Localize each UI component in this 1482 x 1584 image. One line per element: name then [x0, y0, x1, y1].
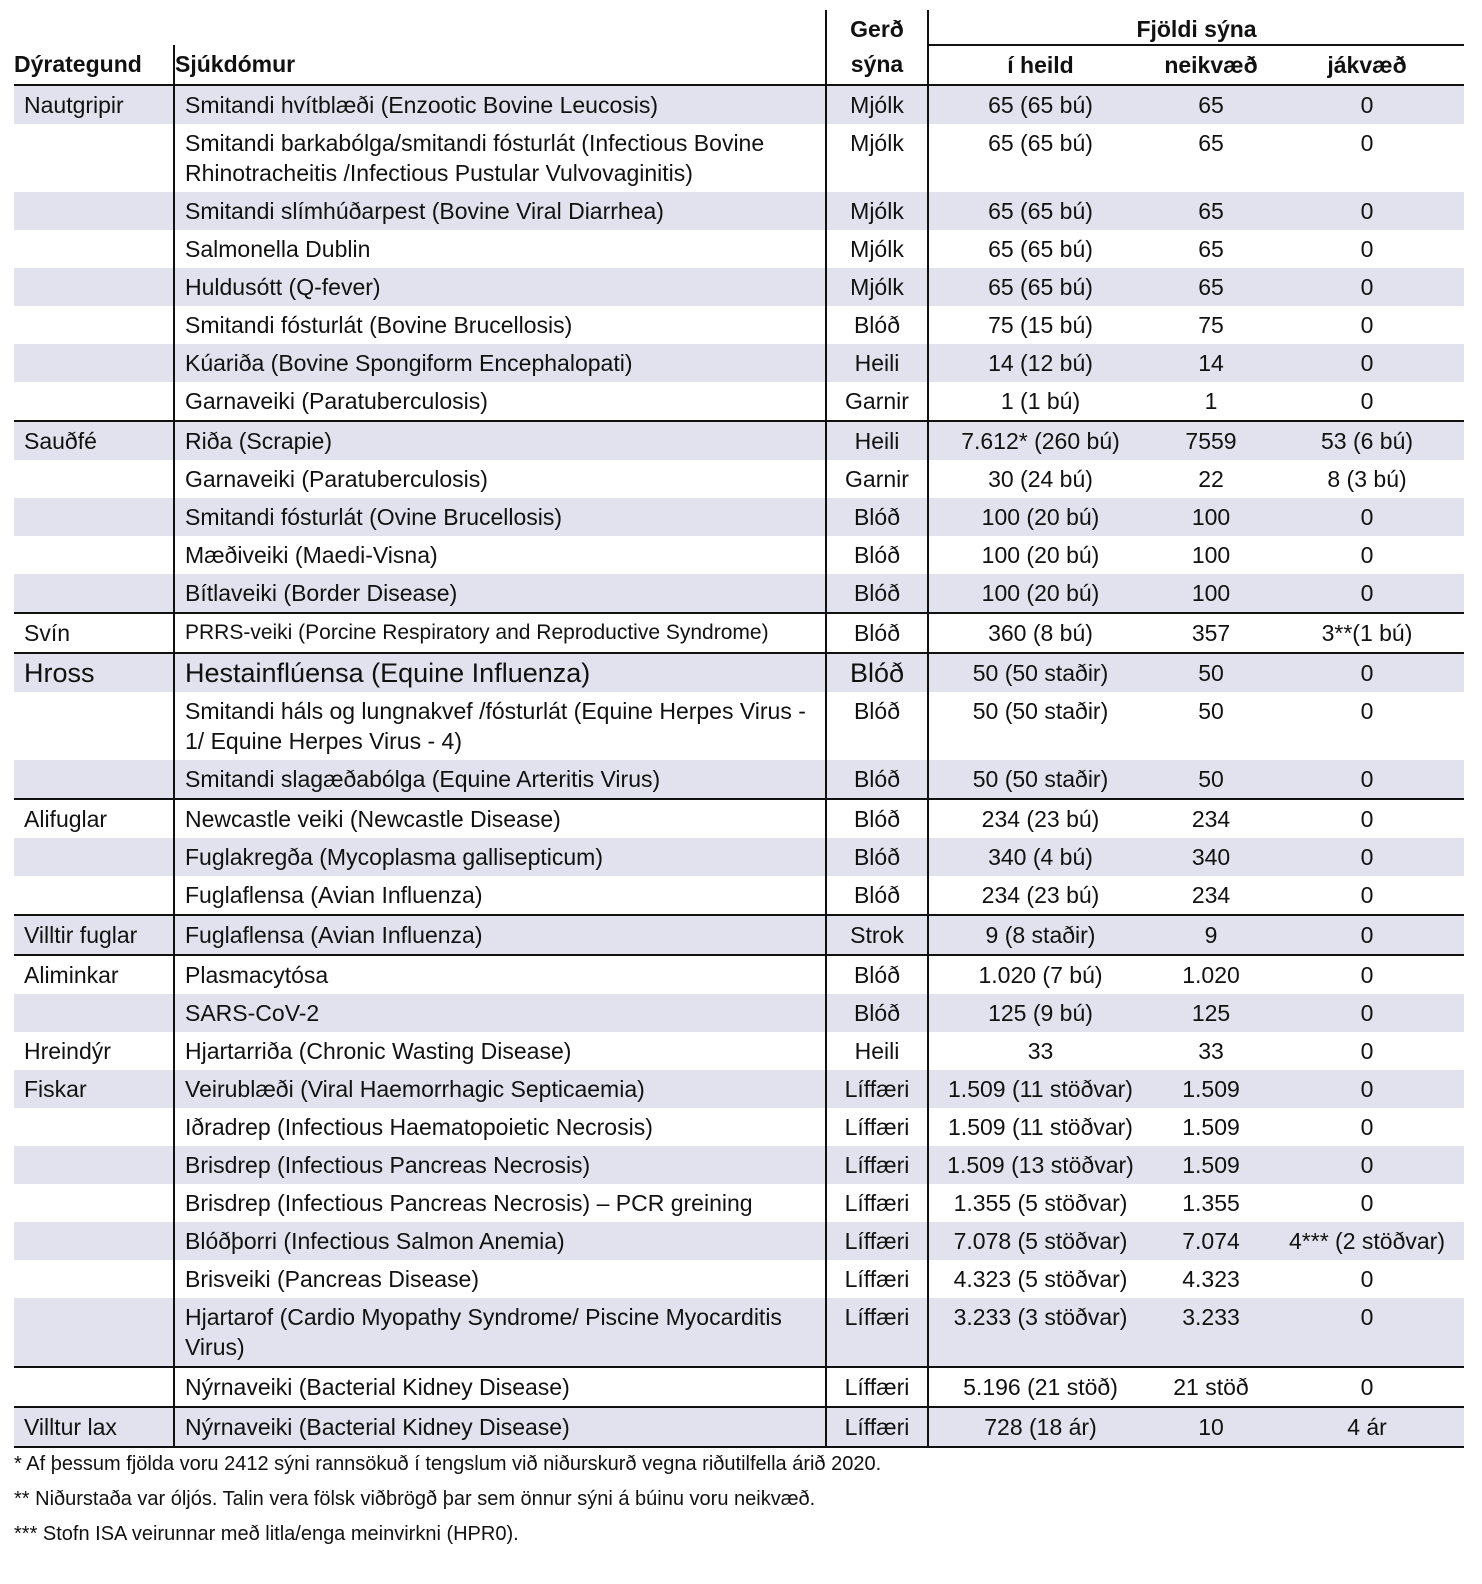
table-row [14, 230, 1464, 268]
footnote-1: * Af þessum fjölda voru 2412 sýni rannsökuð í tengslum við niðurskurð vegna riðutilfella árið 2020. [14, 1453, 882, 1475]
table-row [14, 1298, 1464, 1367]
cell-total: 65 (65 bú) [928, 268, 1152, 306]
table-row [14, 1222, 1464, 1260]
cell-total: 360 (8 bú) [928, 613, 1152, 653]
cell-sample-type: Heili [826, 421, 928, 460]
cell-animal: Fiskar [14, 1070, 174, 1108]
cell-disease: Brisdrep (Infectious Pancreas Necrosis) [174, 1146, 826, 1184]
cell-total: 125 (9 bú) [928, 994, 1152, 1032]
header-sample-type-line2: sýna [826, 45, 928, 85]
cell-negative: 10 [1152, 1407, 1270, 1447]
cell-sample-type: Heili [826, 1032, 928, 1070]
cell-total: 4.323 (5 stöðvar) [953, 1266, 1128, 1292]
footnotes [14, 1452, 1464, 1557]
table-row [14, 838, 1464, 876]
header-total: í heild [928, 45, 1152, 85]
table-row [14, 955, 1464, 994]
cell-disease: Salmonella Dublin [174, 230, 826, 268]
cell-negative: 234 [1152, 799, 1270, 838]
header-spacer-animal [14, 10, 174, 45]
cell-total: 33 [1027, 1038, 1054, 1064]
table-row [14, 124, 1464, 192]
cell-total: 65 (65 bú) [928, 85, 1152, 124]
cell-positive: 0 [1270, 268, 1464, 306]
cell-sample-type: Líffæri [826, 1184, 928, 1222]
cell-total: 1.509 (13 stöðvar) [928, 1146, 1152, 1184]
cell-negative: 65 [1198, 236, 1224, 262]
cell-disease: Kúariða (Bovine Spongiform Encephalopati) [174, 344, 826, 382]
cell-total: 50 (50 staðir) [928, 653, 1152, 692]
table-row [14, 1070, 1464, 1108]
table-row [14, 653, 1464, 692]
cell-total: 65 (65 bú) [988, 236, 1093, 262]
cell-negative: 33 [1198, 1038, 1224, 1064]
cell-animal [14, 124, 174, 192]
cell-sample-type: Blóð [826, 994, 928, 1032]
table-row [14, 306, 1464, 344]
cell-sample-type: Blóð [826, 306, 928, 344]
cell-negative: 7559 [1152, 421, 1270, 460]
cell-positive: 0 [1360, 1114, 1374, 1140]
cell-negative: 100 [1152, 574, 1270, 613]
cell-disease: Smitandi fósturlát (Bovine Brucellosis) [174, 306, 826, 344]
header-sample-type-line1: Gerð [826, 10, 928, 45]
cell-positive: 0 [1270, 1146, 1464, 1184]
cell-positive: 0 [1270, 838, 1464, 876]
cell-total: 100 (20 bú) [928, 498, 1152, 536]
cell-disease: Smitandi slagæðabólga (Equine Arteritis Virus) [174, 760, 826, 799]
cell-total: 728 (18 ár) [928, 1407, 1152, 1447]
header-spacer-disease [174, 10, 826, 45]
cell-animal: Sauðfé [14, 421, 174, 460]
cell-positive: 0 [1270, 799, 1464, 838]
cell-animal: Villtur lax [14, 1407, 174, 1447]
cell-disease: Nýrnaveiki (Bacterial Kidney Disease) [174, 1367, 826, 1407]
cell-positive: 8 (3 bú) [1327, 466, 1407, 492]
cell-disease: Smitandi fósturlát (Ovine Brucellosis) [174, 498, 826, 536]
cell-sample-type: Mjólk [826, 124, 928, 192]
cell-animal [14, 1184, 174, 1222]
cell-negative: 357 [1152, 613, 1270, 653]
disease-surveillance-table [14, 10, 1464, 1448]
cell-disease: Brisdrep (Infectious Pancreas Necrosis) – PCR greining [174, 1184, 826, 1222]
cell-disease: Bítlaveiki (Border Disease) [174, 574, 826, 613]
cell-disease: Fuglaflensa (Avian Influenza) [174, 876, 826, 915]
cell-animal [14, 1222, 174, 1260]
cell-positive: 0 [1270, 344, 1464, 382]
cell-positive: 0 [1360, 312, 1374, 338]
cell-animal [14, 460, 174, 498]
table-row [14, 876, 1464, 915]
cell-positive: 4 ár [1270, 1407, 1464, 1447]
cell-total: 50 (50 staðir) [928, 760, 1152, 799]
table-row [14, 1032, 1464, 1070]
cell-positive: 3**(1 bú) [1270, 613, 1464, 653]
table-row [14, 1407, 1464, 1447]
cell-animal [14, 498, 174, 536]
table-row [14, 268, 1464, 306]
cell-negative: 234 [1191, 882, 1231, 908]
cell-negative: 4.323 [1182, 1266, 1240, 1292]
cell-total: 234 (23 bú) [981, 882, 1100, 908]
cell-negative: 3.233 [1152, 1298, 1270, 1367]
cell-disease: Smitandi háls og lungnakvef /fósturlát (Equine Herpes Virus - 1/ Equine Herpes Virus - 4) [174, 692, 826, 760]
cell-disease: Riða (Scrapie) [174, 421, 826, 460]
table-row [14, 1146, 1464, 1184]
cell-negative: 50 [1152, 760, 1270, 799]
cell-sample-type: Garnir [826, 382, 928, 421]
cell-sample-type: Blóð [826, 653, 928, 692]
cell-animal [14, 838, 174, 876]
cell-sample-type: Líffæri [826, 1407, 928, 1447]
cell-disease: SARS-CoV-2 [174, 994, 826, 1032]
cell-negative: 125 [1152, 994, 1270, 1032]
cell-positive: 0 [1360, 1190, 1374, 1216]
cell-total: 1.020 (7 bú) [928, 955, 1152, 994]
table-row [14, 692, 1464, 760]
cell-animal: Hross [14, 653, 174, 692]
table-row [14, 613, 1464, 653]
cell-positive: 0 [1270, 192, 1464, 230]
cell-disease: Iðradrep (Infectious Haematopoietic Necrosis) [174, 1108, 826, 1146]
cell-positive: 0 [1360, 1266, 1374, 1292]
cell-disease: Smitandi hvítblæði (Enzootic Bovine Leucosis) [174, 85, 826, 124]
cell-negative: 340 [1152, 838, 1270, 876]
cell-total: 100 (20 bú) [928, 574, 1152, 613]
cell-total: 1.355 (5 stöðvar) [953, 1190, 1128, 1216]
cell-animal [14, 1108, 174, 1146]
header-negative: neikvæð [1152, 45, 1270, 85]
cell-total: 7.078 (5 stöðvar) [928, 1222, 1152, 1260]
cell-animal [14, 574, 174, 613]
cell-disease: Smitandi slímhúðarpest (Bovine Viral Diarrhea) [174, 192, 826, 230]
cell-animal [14, 1367, 174, 1407]
cell-negative: 1.355 [1182, 1190, 1240, 1216]
table-row [14, 799, 1464, 838]
cell-sample-type: Blóð [826, 876, 928, 915]
cell-positive: 4*** (2 stöðvar) [1270, 1222, 1464, 1260]
cell-positive: 0 [1270, 915, 1464, 955]
cell-negative: 65 [1152, 85, 1270, 124]
cell-positive: 0 [1360, 698, 1374, 724]
cell-positive: 0 [1360, 130, 1374, 156]
table-row [14, 760, 1464, 799]
cell-total: 5.196 (21 stöð) [928, 1367, 1152, 1407]
cell-positive: 0 [1360, 882, 1374, 908]
cell-total: 50 (50 staðir) [972, 698, 1109, 724]
table-row [14, 344, 1464, 382]
cell-animal [14, 382, 174, 421]
cell-positive: 0 [1360, 236, 1374, 262]
cell-negative: 1.509 [1182, 1114, 1240, 1140]
cell-sample-type: Líffæri [826, 1298, 928, 1367]
table-row [14, 421, 1464, 460]
table-header [14, 10, 1464, 85]
table-row [14, 1108, 1464, 1146]
cell-negative: 50 [1152, 653, 1270, 692]
cell-negative: 21 stöð [1152, 1367, 1270, 1407]
cell-total: 75 (15 bú) [988, 312, 1093, 338]
cell-disease: Newcastle veiki (Newcastle Disease) [174, 799, 826, 838]
cell-animal [14, 1146, 174, 1184]
cell-animal [14, 1298, 174, 1367]
cell-total: 340 (4 bú) [928, 838, 1152, 876]
cell-negative: 100 [1152, 498, 1270, 536]
table-row [14, 382, 1464, 421]
cell-animal: Alifuglar [14, 799, 174, 838]
cell-negative: 1 [1204, 388, 1218, 414]
table-row [14, 460, 1464, 498]
cell-disease: Fuglakregða (Mycoplasma gallisepticum) [174, 838, 826, 876]
cell-sample-type: Blóð [826, 536, 928, 574]
cell-sample-type: Blóð [826, 574, 928, 613]
cell-negative: 22 [1198, 466, 1224, 492]
table-row [14, 574, 1464, 613]
cell-negative: 1.020 [1152, 955, 1270, 994]
cell-sample-type: Mjólk [826, 230, 928, 268]
cell-sample-type: Garnir [826, 460, 928, 498]
cell-positive: 0 [1270, 994, 1464, 1032]
cell-negative: 65 [1152, 268, 1270, 306]
table-row [14, 1367, 1464, 1407]
cell-animal: Hreindýr [24, 1038, 111, 1064]
cell-disease: Mæðiveiki (Maedi-Visna) [174, 536, 826, 574]
footnote-2: ** Niðurstaða var óljós. Talin vera fölsk viðbrögð þar sem önnur sýni á búinu voru neikvæð. [14, 1488, 816, 1510]
cell-sample-type: Blóð [826, 760, 928, 799]
table-row [14, 536, 1464, 574]
cell-disease: Hjartarof (Cardio Myopathy Syndrome/ Piscine Myocarditis Virus) [174, 1298, 826, 1367]
header-positive: jákvæð [1270, 45, 1464, 85]
table-row [14, 85, 1464, 124]
cell-disease: Nýrnaveiki (Bacterial Kidney Disease) [174, 1407, 826, 1447]
cell-negative: 50 [1198, 698, 1224, 724]
cell-positive: 0 [1360, 542, 1374, 568]
cell-total: 65 (65 bú) [928, 192, 1152, 230]
cell-total: 1.509 (11 stöðvar) [948, 1114, 1133, 1140]
cell-total: 1.509 (11 stöðvar) [928, 1070, 1152, 1108]
cell-total: 234 (23 bú) [928, 799, 1152, 838]
cell-disease: Hestainflúensa (Equine Influenza) [174, 653, 826, 692]
cell-sample-type: Líffæri [826, 1222, 928, 1260]
header-disease: Sjúkdómur [174, 45, 826, 85]
cell-total: 1 (1 bú) [1000, 388, 1081, 414]
cell-total: 30 (24 bú) [988, 466, 1093, 492]
cell-total: 9 (8 staðir) [928, 915, 1152, 955]
cell-disease: Fuglaflensa (Avian Influenza) [174, 915, 826, 955]
cell-animal [14, 994, 174, 1032]
cell-positive: 0 [1270, 955, 1464, 994]
cell-sample-type: Blóð [826, 498, 928, 536]
cell-sample-type: Mjólk [826, 192, 928, 230]
cell-animal [14, 760, 174, 799]
footnote-3: *** Stofn ISA veirunnar með litla/enga meinvirkni (HPR0). [14, 1523, 519, 1545]
cell-animal [14, 268, 174, 306]
cell-total: 14 (12 bú) [928, 344, 1152, 382]
cell-animal [14, 344, 174, 382]
cell-sample-type: Líffæri [826, 1070, 928, 1108]
cell-animal [14, 230, 174, 268]
cell-animal: Svín [14, 613, 174, 653]
cell-sample-type: Mjólk [826, 268, 928, 306]
table-row [14, 1184, 1464, 1222]
cell-positive: 0 [1270, 1070, 1464, 1108]
header-count-group: Fjöldi sýna [1136, 16, 1257, 42]
cell-sample-type: Blóð [826, 692, 928, 760]
cell-sample-type: Líffæri [826, 1146, 928, 1184]
cell-sample-type: Blóð [826, 838, 928, 876]
cell-negative: 65 [1198, 130, 1224, 156]
cell-total: 7.612* (260 bú) [928, 421, 1152, 460]
cell-total: 100 (20 bú) [981, 542, 1100, 568]
cell-disease: Hjartarriða (Chronic Wasting Disease) [174, 1032, 826, 1070]
cell-sample-type: Heili [826, 344, 928, 382]
cell-animal [14, 192, 174, 230]
cell-negative: 9 [1152, 915, 1270, 955]
cell-positive: 0 [1270, 653, 1464, 692]
cell-animal [14, 306, 174, 344]
cell-animal [14, 692, 174, 760]
cell-positive: 0 [1270, 1367, 1464, 1407]
table-body [14, 85, 1464, 1447]
table-row [14, 994, 1464, 1032]
header-animal: Dýrategund [14, 45, 174, 85]
cell-negative: 65 [1152, 192, 1270, 230]
cell-negative: 14 [1152, 344, 1270, 382]
table-row [14, 915, 1464, 955]
cell-positive: 0 [1360, 1038, 1374, 1064]
cell-negative: 75 [1198, 312, 1224, 338]
cell-positive: 0 [1270, 85, 1464, 124]
cell-disease: Brisveiki (Pancreas Disease) [174, 1260, 826, 1298]
cell-disease: Blóðþorri (Infectious Salmon Anemia) [174, 1222, 826, 1260]
cell-negative: 1.509 [1152, 1146, 1270, 1184]
table-row [14, 1260, 1464, 1298]
cell-disease: Veirublæði (Viral Haemorrhagic Septicaemia) [174, 1070, 826, 1108]
cell-disease: Plasmacytósa [174, 955, 826, 994]
cell-sample-type: Blóð [826, 799, 928, 838]
cell-disease: PRRS-veiki (Porcine Respiratory and Reproductive Syndrome) [174, 613, 826, 653]
cell-sample-type: Líffæri [826, 1367, 928, 1407]
table-row [14, 498, 1464, 536]
cell-disease: Garnaveiki (Paratuberculosis) [174, 382, 826, 421]
cell-total: 3.233 (3 stöðvar) [928, 1298, 1152, 1367]
cell-positive: 0 [1270, 574, 1464, 613]
cell-positive: 53 (6 bú) [1270, 421, 1464, 460]
cell-disease: Garnaveiki (Paratuberculosis) [174, 460, 826, 498]
cell-total: 65 (65 bú) [988, 130, 1093, 156]
cell-positive: 0 [1360, 388, 1374, 414]
cell-animal [14, 1260, 174, 1298]
cell-positive: 0 [1270, 1298, 1464, 1367]
cell-animal: Villtir fuglar [14, 915, 174, 955]
cell-animal: Aliminkar [14, 955, 174, 994]
cell-positive: 0 [1270, 760, 1464, 799]
cell-disease: Smitandi barkabólga/smitandi fósturlát (Infectious Bovine Rhinotracheitis /Infectious Pustular Vulvovaginitis) [174, 124, 826, 192]
table-row [14, 192, 1464, 230]
cell-negative: 100 [1191, 542, 1231, 568]
cell-animal [14, 876, 174, 915]
cell-negative: 1.509 [1152, 1070, 1270, 1108]
cell-animal [14, 536, 174, 574]
cell-positive: 0 [1270, 498, 1464, 536]
cell-sample-type: Blóð [826, 955, 928, 994]
cell-sample-type: Líffæri [826, 1108, 928, 1146]
cell-sample-type: Líffæri [826, 1260, 928, 1298]
cell-disease: Huldusótt (Q-fever) [174, 268, 826, 306]
cell-sample-type: Strok [826, 915, 928, 955]
cell-sample-type: Blóð [826, 613, 928, 653]
disease-surveillance-table-container [14, 10, 1464, 1448]
cell-negative: 7.074 [1152, 1222, 1270, 1260]
cell-animal: Nautgripir [14, 85, 174, 124]
cell-sample-type: Mjólk [826, 85, 928, 124]
